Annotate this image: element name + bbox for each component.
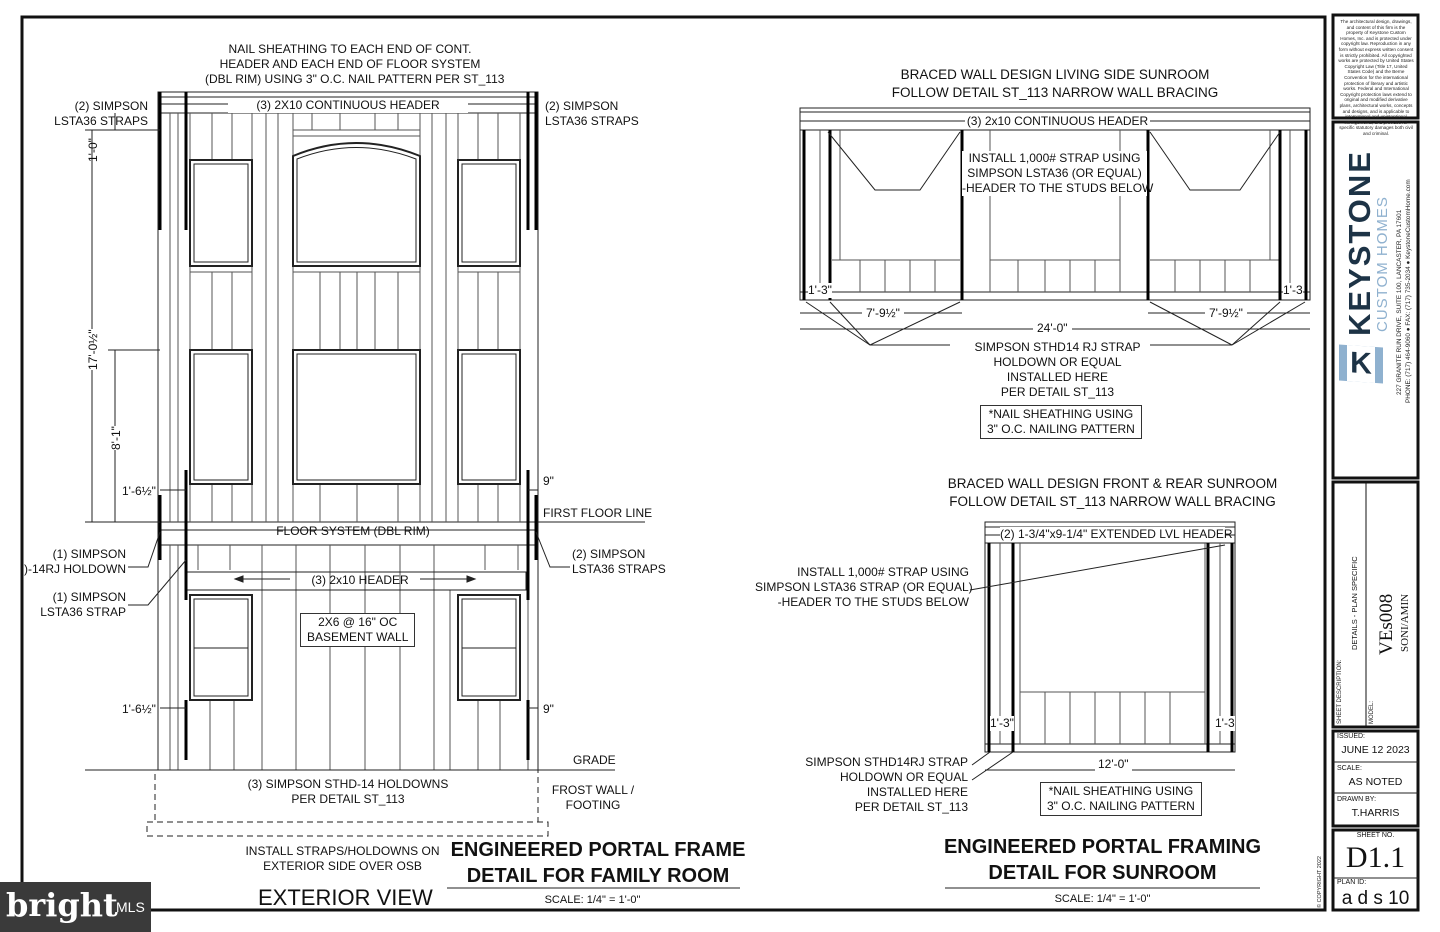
note-line: SIMPSON STHD14RJ STRAP [805,755,968,769]
dim-1-6-upper: 1'-6½" [122,484,156,498]
drawn-by-label: DRAWN BY: [1337,796,1377,803]
note-line: PER DETAIL ST_113 [291,792,405,806]
strap-left-mid-label [30,590,126,620]
floor-system-label: FLOOR SYSTEM (DBL RIM) [276,524,430,538]
living-sunroom-title [850,66,1260,102]
sunroom-title [935,834,1270,886]
front-strap-note [755,565,973,610]
note-line: 3" O.C. NAILING PATTERN [1047,799,1195,813]
living-dim-right-bay: 7'-9½" [1205,306,1247,321]
note-line: INSTALLED HERE [866,785,968,799]
dim-8-1: 8'-1" [109,426,123,450]
title-line: FOLLOW DETAIL ST_113 NARROW WALL BRACING [891,85,1219,100]
logo-letter: K [1347,345,1375,383]
plan-id-label: PLAN ID: [1337,879,1367,886]
note-line: HEADER AND EACH END OF FLOOR SYSTEM [219,57,481,71]
issued-date: JUNE 12 2023 [1341,744,1410,756]
note-line: SIMPSON LSTA36 STRAP (OR EQUAL) [755,580,973,594]
note-line: FROST WALL / [551,783,635,797]
living-header-label: (3) 2x10 CONTINUOUS HEADER [966,114,1149,128]
note-line: LSTA36 STRAPS [572,562,666,576]
note-line: BASEMENT WALL [307,630,409,644]
company-name: KEYSTONE [1342,150,1377,336]
note-line: HOLDOWN OR EQUAL [839,770,968,784]
title-line: FOLLOW DETAIL ST_113 NARROW WALL BRACING [949,494,1276,509]
issued-label: ISSUED: [1337,733,1366,740]
dim-9-lower: 9" [543,702,554,716]
sunroom-scale: SCALE: 1/4" = 1'-0" [1054,893,1151,905]
note-line: LSTA36 STRAP [40,605,126,619]
title-line: DETAIL FOR FAMILY ROOM [466,865,730,887]
living-dim-left-bay: 7'-9½" [862,306,904,321]
note-line: *NAIL SHEATHING USING [1048,784,1194,798]
living-strap-note [962,151,1154,196]
note-line: SIMPSON LSTA36 (OR EQUAL) [967,166,1142,180]
front-holdown-note [790,755,968,815]
note-line: LSTA36 STRAPS [54,114,148,128]
note-line: NAIL SHEATHING TO EACH END OF CONT. [228,42,472,56]
watermark-suffix: MLS [116,899,145,915]
note-line: INSTALL STRAPS/HOLDOWNS ON [245,844,440,858]
plan-id: a d s 10 [1341,888,1410,909]
note-line: -HEADER TO THE STUDS BELOW [777,595,969,609]
note-line: PER DETAIL ST_113 [1000,385,1115,399]
front-nail-note [1040,782,1202,816]
front-sunroom-title [905,475,1320,511]
front-dim-left-post: 1'-3" [990,716,1014,730]
family-room-portal-frame [85,92,740,888]
exterior-view-label: EXTERIOR VIEW [258,885,433,910]
note-line: FOOTING [565,798,621,812]
family-room-title [444,837,752,889]
scale-label: SCALE: [1337,765,1362,772]
note-line: 2X6 @ 16" OC [318,615,398,629]
note-line: EXTERIOR SIDE OVER OSB [263,859,422,873]
copyright-notice: The architectural design, drawings, and content of this firm is the property of Keystone Custom Homes, Inc. and is protected under copyright law. Reproduction in any form without express written consent is strictly prohibited. All copyrighted works are protected by United States Copyright Law (Title 17, United States Code) and the Berne Convention for the international protection of literary and artistic works. Federal and International Copyright protection laws extend to original and modified derivative plans, architectural works, concepts and designs, and is applicable to international and unintentional infringements, and provides for specific statutory damages both civil and criminal. [1338,19,1414,136]
note-line: (2) SIMPSON [572,547,646,561]
scale-value: AS NOTED [1348,776,1403,788]
note-line: INSTALL 1,000# STRAP USING [797,565,969,579]
living-nail-note [980,405,1142,439]
dim-17-0: 17'-0½" [86,329,100,370]
strap-right-top-label [545,99,639,129]
sheet-description: DETAILS - PLAN SPECIFIC [1350,556,1359,650]
note-line: (3) SIMPSON STHD-14 HOLDOWNS [247,777,449,791]
watermark-brand: bright [6,886,118,924]
install-note [245,844,440,874]
title-line: ENGINEERED PORTAL FRAMING [943,836,1262,858]
living-dim-left-post: 1'-3" [808,283,832,297]
company-address: 227 GRANITE RUN DRIVE, SUITE 100, LANCASTER, PA 17601 [1396,209,1403,395]
note-line: (2) SIMPSON [74,99,148,113]
model-label: MODEL: [1369,700,1375,724]
basement-wall-label [300,613,415,647]
frost-wall-label [548,783,638,813]
title-line: DETAIL FOR SUNROOM [988,862,1217,884]
model-sub: SONI/AMIN [1399,593,1411,652]
top-nail-note [205,42,505,87]
first-floor-line-label: FIRST FLOOR LINE [543,506,653,520]
dim-1-0: 1'-0" [86,138,100,162]
note-line: INSTALLED HERE [1006,370,1109,384]
dim-9-upper: 9" [543,474,554,488]
keystone-logo [1339,344,1383,383]
note-line: LSTA36 STRAPS [545,114,639,128]
note-line: (1) SIMPSON [52,590,126,604]
note-line: PER DETAIL ST_113 [854,800,968,814]
sheet-no: D1.1 [1345,841,1406,874]
basement-header-label: (3) 2x10 HEADER [311,573,409,587]
holdowns-label [228,777,468,807]
company-subtitle: CUSTOM HOMES [1374,196,1391,332]
family-room-scale: SCALE: 1/4" = 1'-0" [544,894,641,906]
bright-mls-watermark [0,882,151,932]
holdown-left-label [22,547,126,577]
living-holdown-note [965,340,1150,400]
title-line: BRACED WALL DESIGN FRONT & REAR SUNROOM [947,476,1278,491]
model-value: VEs008 [1376,593,1397,655]
living-dim-right-post: 1'-3 [1283,283,1303,297]
copyright-small: © COPYRIGHT 2022 [1317,856,1323,908]
sheet-no-label: SHEET NO. [1356,832,1395,839]
front-header-label: (2) 1-3/4"x9-1/4" EXTENDED LVL HEADER [1000,527,1233,541]
sheet-description-label: SHEET DESCRIPTION: [1337,659,1343,724]
note-line: (1) SIMPSON [52,547,126,561]
note-line: -HEADER TO THE STUDS BELOW [962,181,1154,195]
note-line: HOLDOWN OR EQUAL [993,355,1122,369]
drawn-by-value: T.HARRIS [1351,807,1400,819]
note-line: SIMPSON STHD14 RJ STRAP [974,340,1141,354]
dim-1-6-lower: 1'-6½" [122,702,156,716]
front-dim-total: 12'-0" [1095,757,1132,772]
continuous-header-label: (3) 2X10 CONTINUOUS HEADER [228,98,468,113]
strap-right-mid-label [572,547,666,577]
note-line: (2) SIMPSON [545,99,619,113]
note-line: 3" O.C. NAILING PATTERN [987,422,1135,436]
company-contact: PHONE: (717) 464-9060 ● FAX: (717) 735-2034 ● KeystoneCustomHome.com [1405,179,1412,403]
front-dim-right-post: 1'-3 [1215,716,1235,730]
note-line: INSTALL 1,000# STRAP USING [968,151,1141,165]
grade-label: GRADE [573,753,616,767]
title-line: BRACED WALL DESIGN LIVING SIDE SUNROOM [900,67,1210,82]
living-dim-total: 24'-0" [1033,321,1072,336]
note-line: (DBL RIM) USING 3" O.C. NAIL PATTERN PER ST_113 [205,72,505,86]
title-line: ENGINEERED PORTAL FRAME [450,839,746,861]
note-line: )-14RJ HOLDOWN [23,562,126,576]
strap-left-top-label [45,99,148,129]
note-line: *NAIL SHEATHING USING [988,407,1134,421]
